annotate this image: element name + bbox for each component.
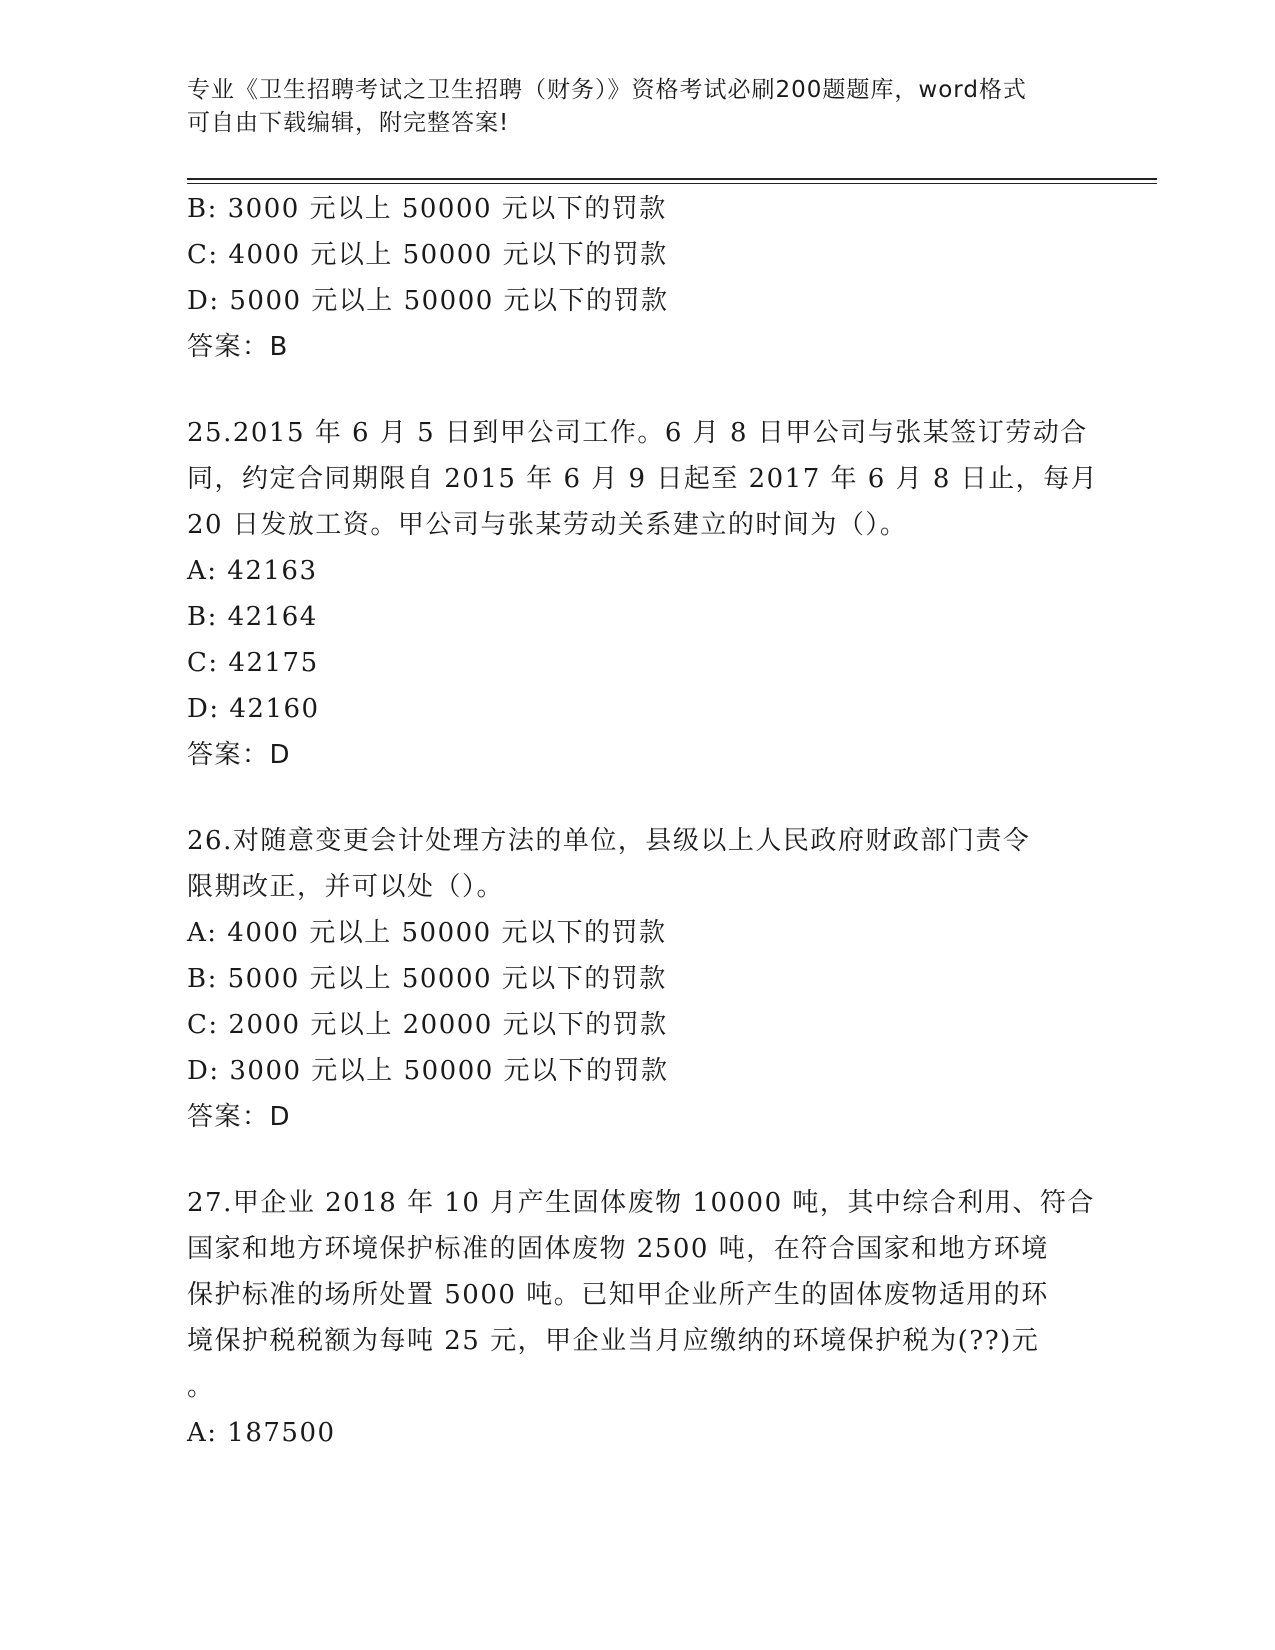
answer-label: 答案：B [187,332,289,362]
spacer [187,370,1087,410]
question-text-line: 同，约定合同期限自 2015 年 6 月 9 日起至 2017 年 6 月 8 日止，每月 [187,464,1099,494]
question-text-line: 26.对随意变更会计处理方法的单位，县级以上人民政府财政部门责令 [187,826,1031,856]
option-b: B: 5000 元以上 50000 元以下的罚款 [187,964,667,994]
answer-label: 答案：D [187,1102,292,1132]
question-text-line: 国家和地方环境保护标准的固体废物 2500 吨，在符合国家和地方环境 [187,1234,1049,1264]
question-text-line: 27.甲企业 2018 年 10 月产生固体废物 10000 吨，其中综合利用、符合 [187,1188,1095,1218]
header-divider-thin [187,183,1157,184]
question-text-line: 限期改正，并可以处（）。 [187,872,505,902]
question-24-tail [187,186,1087,370]
option-d: D: 5000 元以上 50000 元以下的罚款 [187,286,669,316]
header-line-2: 可自由下载编辑，附完整答案! [187,110,510,136]
option-b: B: 3000 元以上 50000 元以下的罚款 [187,194,667,224]
spacer [187,1140,1087,1180]
question-text-line: 25.2015 年 6 月 5 日到甲公司工作。6 月 8 日甲公司与张某签订劳动合 [187,418,1088,448]
option-c: C: 2000 元以上 20000 元以下的罚款 [187,1010,668,1040]
option-c: C: 42175 [187,648,319,678]
question-25 [187,410,1099,778]
question-27 [187,1180,1095,1456]
option-a: A: 4000 元以上 50000 元以下的罚款 [187,918,667,948]
option-d: D: 3000 元以上 50000 元以下的罚款 [187,1056,669,1086]
question-text-line: 。 [187,1372,215,1402]
option-a: A: 187500 [187,1418,336,1448]
question-text-line: 境保护税税额为每吨 25 元，甲企业当月应缴纳的环境保护税为(??)元 [187,1326,1040,1356]
spacer [187,778,1087,818]
option-d: D: 42160 [187,694,320,724]
document-header [187,74,1087,140]
answer-label: 答案：D [187,740,292,770]
option-c: C: 4000 元以上 50000 元以下的罚款 [187,240,668,270]
header-line-1: 专业《卫生招聘考试之卫生招聘（财务）》资格考试必刷200题题库，word格式 [187,77,1027,103]
question-list [187,186,1099,1456]
option-a: A: 42163 [187,556,318,586]
option-b: B: 42164 [187,602,318,632]
question-26 [187,818,1087,1140]
question-text-line: 保护标准的场所处置 5000 吨。已知甲企业所产生的固体废物适用的环 [187,1280,1049,1310]
header-divider-thick [187,178,1157,180]
question-text-line: 20 日发放工资。甲公司与张某劳动关系建立的时间为（）。 [187,510,908,540]
